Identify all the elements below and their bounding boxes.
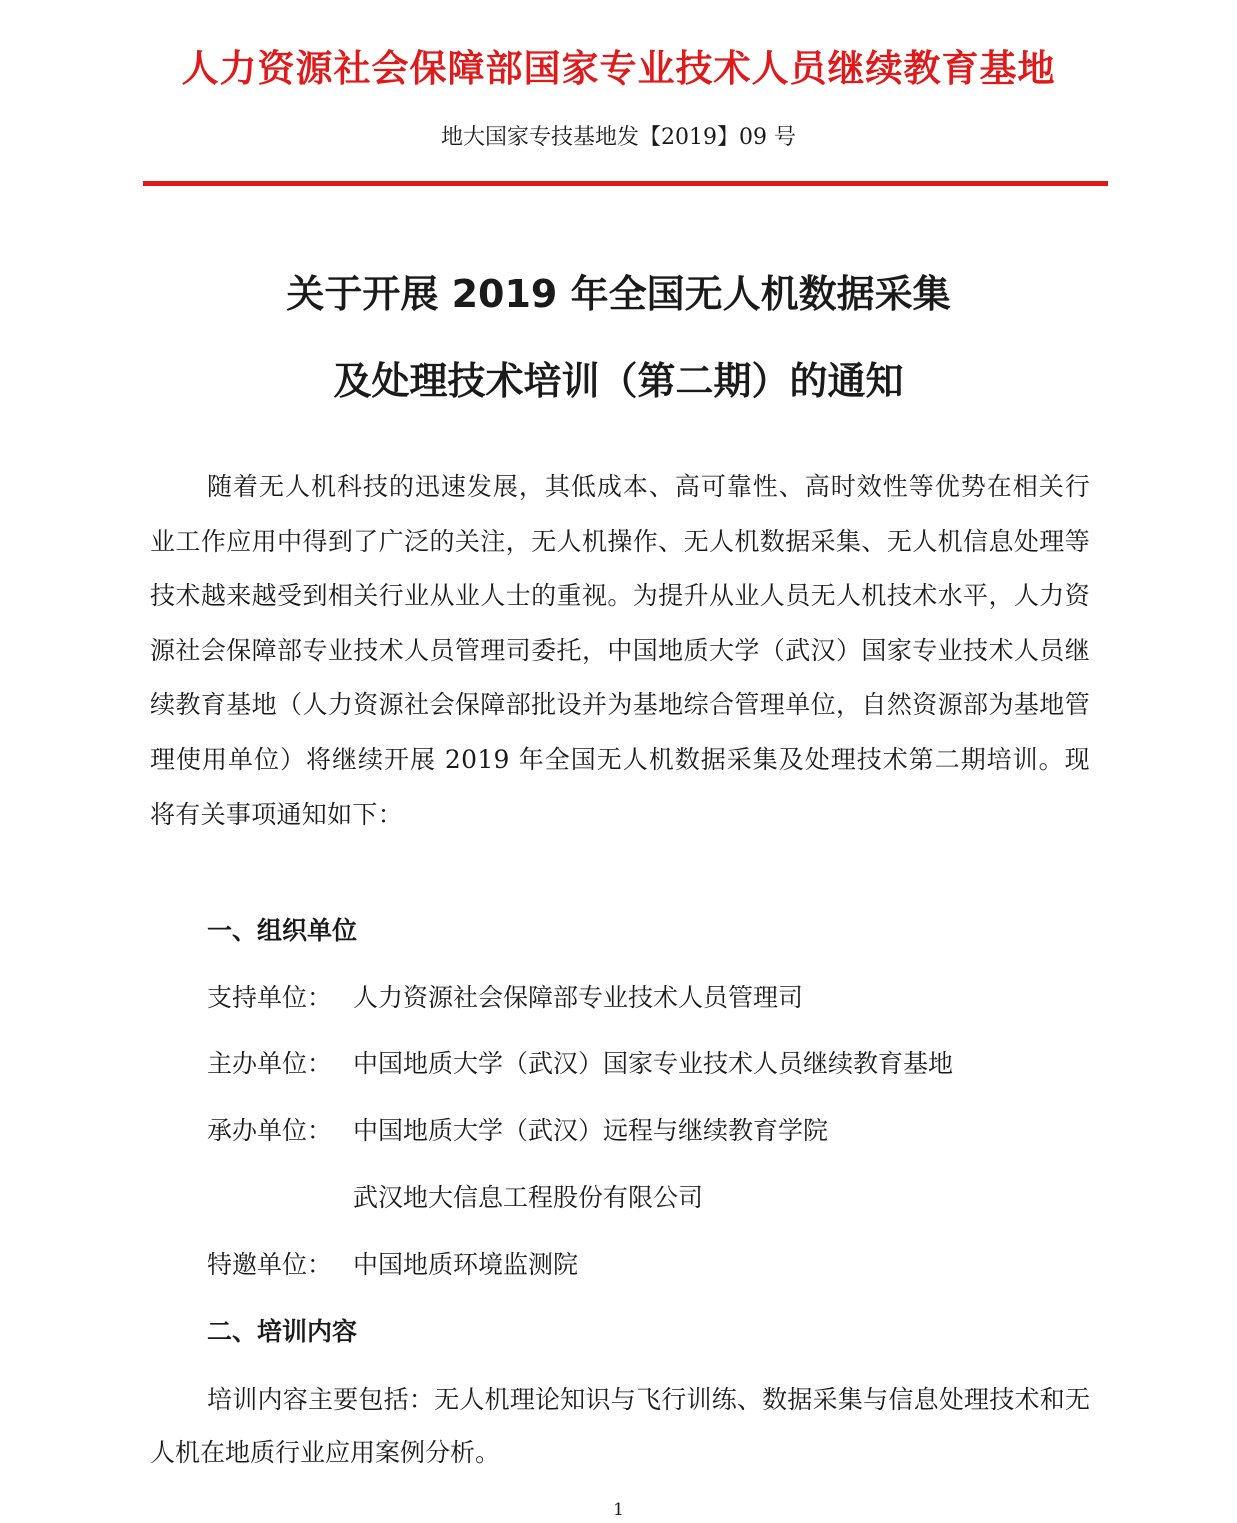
section-1-heading: 一、组织单位	[207, 916, 358, 945]
support-unit-row	[207, 978, 803, 1018]
training-content-paragraph: 培训内容主要包括：无人机理论知识与飞行训练、数据采集与信息处理技术和无人机在地质行业应用案例分析。	[150, 1385, 1090, 1467]
page-number: 1	[613, 1500, 624, 1520]
organizer-unit-label: 承办单位：	[207, 1116, 333, 1145]
document-title-line-2: 及处理技术培训（第二期）的通知	[333, 359, 904, 403]
section-2-heading: 二、培训内容	[207, 1317, 358, 1346]
intro-paragraph: 随着无人机科技的迅速发展，其低成本、高可靠性、高时效性等优势在相关行业工作应用中得到了广泛的关注，无人机操作、无人机数据采集、无人机信息处理等技术越来越受到相关行业从业人士的重视。为提升从业人员无人机技术水平，人力资源社会保障部专业技术人员管理司委托，中国地质大学（武汉）国家专业技术人员继续教育基地（人力资源社会保障部批设并为基地综合管理单位，自然资源部为基地管理使用单位）将继续开展 2019 年全国无人机数据采集及处理技术第二期培训。现将有关事项通知如下：	[150, 472, 1090, 829]
issuing-organization-header: 人力资源社会保障部国家专业技术人员继续教育基地	[181, 47, 1056, 90]
organizer-unit-row	[207, 1111, 828, 1151]
organizer-unit-value-2: 武汉地大信息工程股份有限公司	[353, 1183, 704, 1212]
host-unit-label: 主办单位：	[207, 1049, 333, 1078]
invited-unit-label: 特邀单位：	[207, 1250, 333, 1279]
host-unit-value: 中国地质大学（武汉）国家专业技术人员继续教育基地	[353, 1049, 954, 1078]
invited-unit-row	[207, 1245, 578, 1285]
document-title-line-1: 关于开展 2019 年全国无人机数据采集	[286, 272, 951, 316]
document-number: 地大国家专技基地发【2019】09 号	[441, 125, 796, 150]
support-unit-value: 人力资源社会保障部专业技术人员管理司	[353, 983, 804, 1012]
support-unit-label: 支持单位：	[207, 983, 333, 1012]
host-unit-row	[207, 1044, 953, 1084]
red-divider-line	[143, 181, 1108, 186]
organizer-unit-value: 中国地质大学（武汉）远程与继续教育学院	[353, 1116, 829, 1145]
invited-unit-value: 中国地质环境监测院	[353, 1250, 579, 1279]
